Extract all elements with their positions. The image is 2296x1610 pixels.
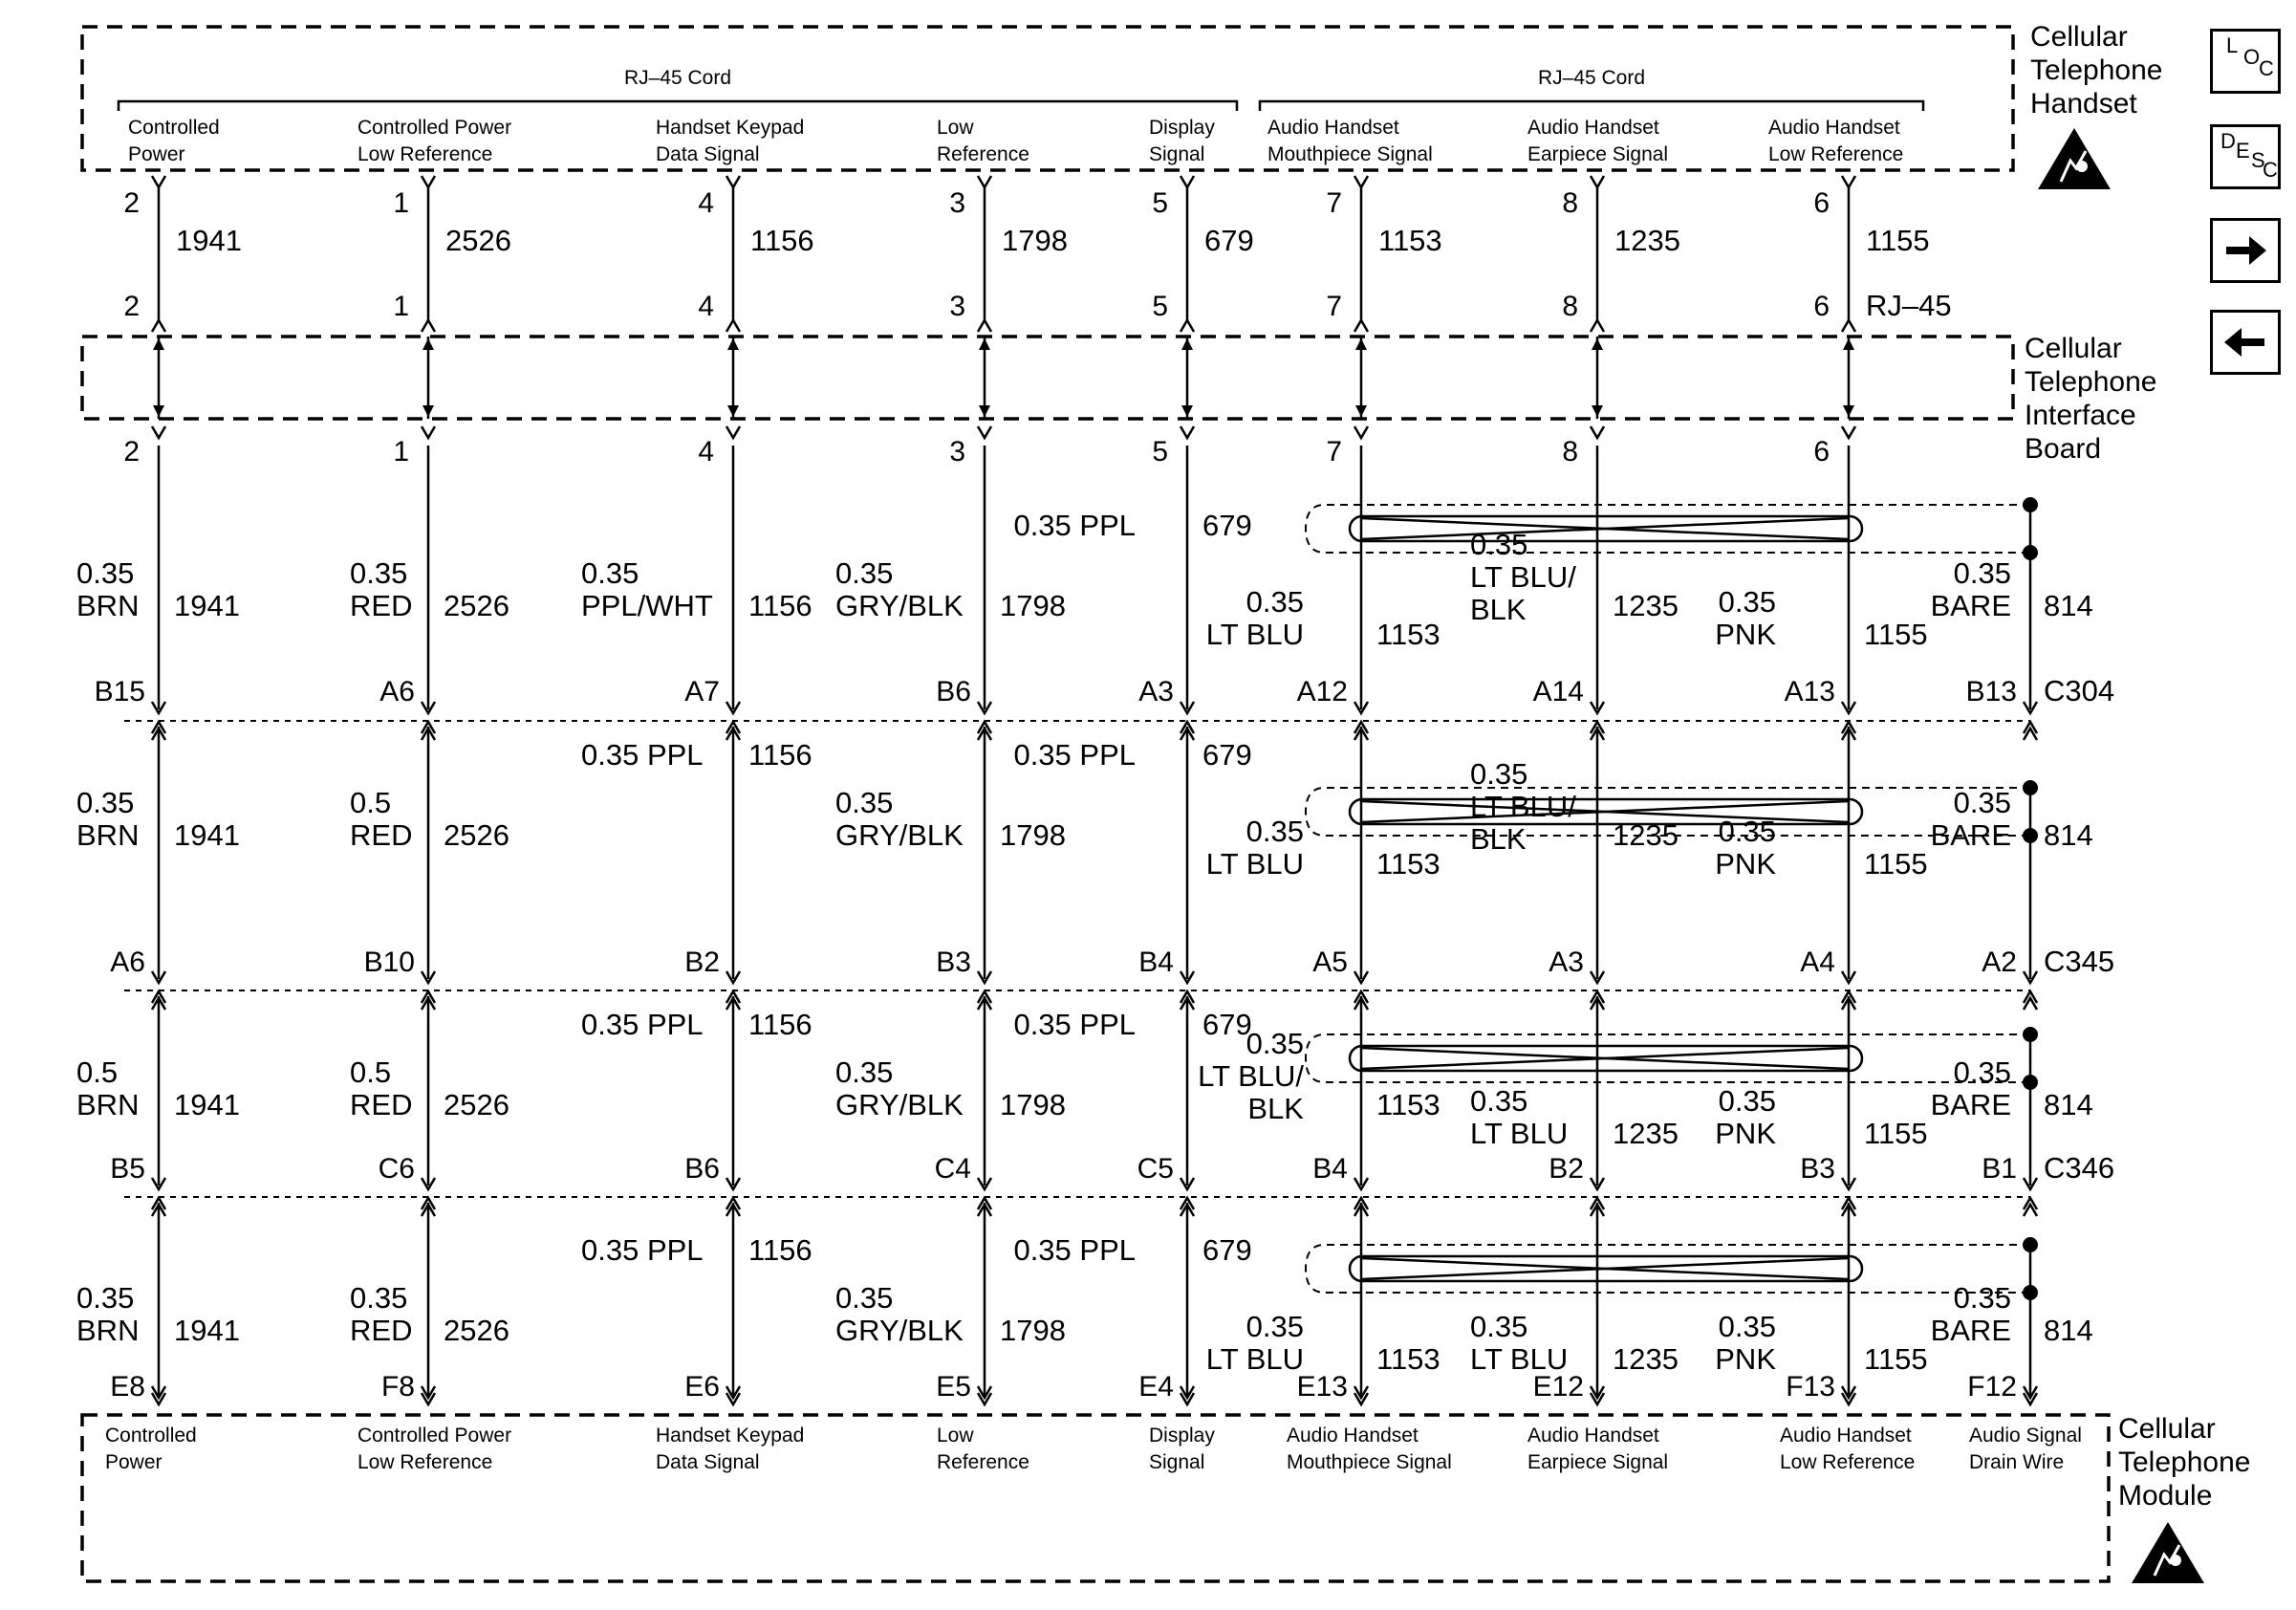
- wire-color-label: LT BLU/: [1470, 790, 1576, 823]
- wire-color-label: 0.35: [76, 1281, 135, 1315]
- terminal-id: B3: [1800, 1153, 1835, 1185]
- terminal-tip: [1842, 320, 1855, 332]
- module-terminal-desc: Audio Handset: [1780, 1425, 1912, 1447]
- wire-color-label: 0.35: [1953, 556, 2011, 590]
- wire-color-label: LT BLU/: [1198, 1059, 1304, 1093]
- circuit-number: 1798: [1000, 1088, 1066, 1121]
- loc-letter: C: [2259, 56, 2274, 80]
- wire-color-label: PNK: [1715, 1342, 1776, 1376]
- terminal-tip: [1591, 320, 1604, 332]
- through-arrow-down: [422, 405, 434, 417]
- terminal-tip: [1842, 176, 1855, 187]
- terminal-id: B4: [1312, 1153, 1348, 1185]
- terminal-id: B10: [363, 946, 415, 978]
- terminal-id: E8: [110, 1371, 145, 1403]
- shield-outline: [1306, 1034, 2030, 1082]
- arrow-right-icon: [2226, 236, 2266, 265]
- terminal-id: A5: [1312, 946, 1348, 978]
- through-arrow-up: [1592, 338, 1603, 350]
- handset-terminal-desc: Low Reference: [1768, 143, 1904, 165]
- through-arrow-up: [153, 338, 164, 350]
- circuit-number: 1153: [1376, 618, 1440, 651]
- circuit-number: 1155: [1864, 847, 1928, 881]
- circuit-number: 2526: [444, 589, 509, 622]
- connector-id: C345: [2044, 945, 2115, 978]
- terminal-id: B5: [110, 1153, 145, 1185]
- circuit-number: 1235: [1613, 1342, 1679, 1376]
- wire-color-label: 0.35 PPL: [581, 1008, 704, 1041]
- module-terminal-desc: Reference: [937, 1451, 1029, 1473]
- pin-number: 3: [949, 436, 965, 468]
- wire-color-label: 0.35: [350, 1281, 408, 1315]
- interface-board-title: Interface: [2025, 400, 2136, 431]
- pin-number: 3: [949, 291, 965, 322]
- terminal-id: C5: [1137, 1153, 1174, 1185]
- handset-terminal-desc: Controlled Power: [357, 117, 512, 139]
- wire-color-label: RED: [350, 589, 413, 622]
- wire-color-label: 0.35: [350, 556, 408, 590]
- terminal-id: B6: [684, 1153, 720, 1185]
- desc-button[interactable]: [2210, 124, 2281, 189]
- through-arrow-up: [979, 338, 990, 350]
- through-arrow-down: [1181, 405, 1193, 417]
- terminal-tip: [1842, 426, 1855, 438]
- circuit-number: 1798: [1002, 224, 1068, 257]
- module-terminal-desc: Handset Keypad: [656, 1425, 805, 1447]
- module-terminal-desc: Display: [1149, 1425, 1215, 1447]
- circuit-number: 1798: [1000, 1314, 1066, 1347]
- module-terminal-desc: Audio Signal: [1969, 1425, 2082, 1447]
- wire-color-label: PNK: [1715, 847, 1776, 881]
- handset-terminal-desc: Display: [1149, 117, 1215, 139]
- handset-title: Handset: [2030, 88, 2137, 120]
- wire-color-label: BARE: [1930, 818, 2011, 852]
- terminal-tip: [1354, 176, 1368, 187]
- circuit-number: 1155: [1864, 1342, 1928, 1376]
- module-terminal-desc: Controlled: [105, 1425, 197, 1447]
- terminal-id: B13: [1965, 676, 2017, 707]
- wire-color-label: 0.35 PPL: [581, 738, 704, 772]
- wire-color-label: 0.35: [76, 786, 135, 819]
- shield-splice-dot: [2023, 1237, 2038, 1252]
- circuit-number: 1153: [1376, 1342, 1440, 1376]
- terminal-tip: [422, 176, 435, 187]
- wire-color-label: 0.5: [350, 1055, 392, 1089]
- terminal-tip: [152, 176, 165, 187]
- pin-number: 5: [1152, 187, 1168, 219]
- terminal-id: C4: [934, 1153, 971, 1185]
- shield-outline: [1306, 505, 2030, 553]
- wire-color-label: GRY/BLK: [835, 589, 964, 622]
- terminal-id: F12: [1967, 1371, 2017, 1403]
- pin-number: 6: [1813, 291, 1830, 322]
- shield-splice-dot: [2023, 1027, 2038, 1042]
- wire-color-label: 0.35: [835, 1055, 894, 1089]
- circuit-number: 1156: [748, 738, 812, 772]
- circuit-number: 814: [2044, 818, 2093, 852]
- wire-color-label: LT BLU: [1205, 618, 1304, 651]
- terminal-id: B15: [94, 676, 145, 707]
- handset-terminal-desc: Handset Keypad: [656, 117, 805, 139]
- terminal-id: B6: [936, 676, 971, 707]
- handset-title: Cellular: [2030, 21, 2128, 53]
- interface-board-box: [82, 337, 2013, 419]
- wire-color-label: PPL/WHT: [581, 589, 713, 622]
- shield-splice-dot: [2023, 497, 2038, 512]
- terminal-id: A14: [1532, 676, 1584, 707]
- pin-number: 7: [1326, 436, 1342, 468]
- rj45-cord-label: RJ–45 Cord: [1537, 67, 1646, 89]
- circuit-number: 1941: [174, 818, 240, 852]
- wire-color-label: RED: [350, 818, 413, 852]
- terminal-id: A7: [684, 676, 720, 707]
- terminal-tip: [726, 320, 740, 332]
- wire-color-label: 0.35 PPL: [1013, 738, 1136, 772]
- terminal-tip: [152, 426, 165, 438]
- connector-id: C346: [2044, 1151, 2115, 1185]
- terminal-tip: [978, 426, 991, 438]
- esd-warning-icon: [2038, 128, 2111, 189]
- shield-splice-dot: [2023, 545, 2038, 560]
- handset-terminal-desc: Low Reference: [357, 143, 493, 165]
- through-arrow-up: [1355, 338, 1367, 350]
- circuit-number: 679: [1202, 1008, 1252, 1041]
- wire-color-label: 0.35 PPL: [1013, 509, 1136, 542]
- loc-button[interactable]: [2210, 29, 2281, 94]
- twisted-pair-cross: [1361, 1258, 1849, 1279]
- circuit-number: 814: [2044, 589, 2093, 622]
- handset-terminal-desc: Audio Handset: [1768, 117, 1900, 139]
- pin-number: 4: [698, 436, 714, 468]
- desc-letter: E: [2236, 139, 2250, 163]
- circuit-number: 1153: [1376, 1088, 1440, 1121]
- desc-letter: C: [2263, 158, 2278, 182]
- handset-terminal-desc: Controlled: [128, 117, 220, 139]
- wire-color-label: 0.35: [1718, 815, 1776, 848]
- terminal-tip: [1180, 176, 1194, 187]
- wire-color-label: GRY/BLK: [835, 1088, 964, 1121]
- wire-color-label: 0.35: [1245, 585, 1304, 619]
- module-terminal-desc: Signal: [1149, 1451, 1205, 1473]
- interface-board-title: Cellular: [2025, 333, 2122, 364]
- terminal-id: A4: [1800, 946, 1835, 978]
- pin-number: 7: [1326, 187, 1342, 219]
- terminal-tip: [1354, 426, 1368, 438]
- arrow-left-icon: [2224, 328, 2264, 357]
- terminal-id: A2: [1982, 946, 2017, 978]
- wire-color-label: BARE: [1930, 1314, 2011, 1347]
- circuit-number: 1156: [748, 1233, 812, 1267]
- circuit-number: 679: [1202, 738, 1252, 772]
- wire-color-label: 0.35: [835, 1281, 894, 1315]
- wire-color-label: BRN: [76, 1314, 140, 1347]
- through-arrow-up: [422, 338, 434, 350]
- circuit-number: 814: [2044, 1088, 2093, 1121]
- module-title: Cellular: [2118, 1413, 2216, 1445]
- circuit-number: 1235: [1613, 589, 1679, 622]
- wire-color-label: 0.5: [350, 786, 392, 819]
- wire-color-label: 0.35: [1953, 786, 2011, 819]
- wire-color-label: 0.35: [1470, 757, 1528, 791]
- circuit-number: 679: [1202, 509, 1252, 542]
- module-terminal-desc: Audio Handset: [1527, 1425, 1659, 1447]
- pin-number: 8: [1562, 291, 1578, 322]
- through-arrow-down: [1843, 405, 1854, 417]
- handset-terminal-desc: Power: [128, 143, 185, 165]
- interface-board-title: Telephone: [2025, 366, 2157, 398]
- circuit-number: 679: [1202, 1233, 1252, 1267]
- previous-page-button[interactable]: [2210, 310, 2281, 375]
- pin-number: 3: [949, 187, 965, 219]
- circuit-number: 1155: [1864, 1117, 1928, 1150]
- circuit-number: 1153: [1376, 847, 1440, 881]
- handset-title: Telephone: [2030, 54, 2163, 86]
- circuit-number: 2526: [444, 1314, 509, 1347]
- rj45-cord-bracket: [1260, 101, 1923, 111]
- circuit-number: 1155: [1866, 224, 1930, 257]
- pin-number: 4: [698, 187, 714, 219]
- wire-color-label: 0.35: [1953, 1055, 2011, 1089]
- wire-color-label: 0.35: [76, 556, 135, 590]
- wire-color-label: BLK: [1470, 593, 1527, 626]
- wire-color-label: LT BLU/: [1470, 560, 1576, 594]
- handset-terminal-desc: Data Signal: [656, 143, 760, 165]
- terminal-tip: [1180, 320, 1194, 332]
- rj45-cord-label: RJ–45 Cord: [623, 67, 732, 89]
- through-arrow-up: [1181, 338, 1193, 350]
- terminal-tip: [978, 320, 991, 332]
- module-title: Telephone: [2118, 1447, 2251, 1478]
- next-page-button[interactable]: [2210, 218, 2281, 283]
- wire-color-label: 0.35: [1953, 1281, 2011, 1315]
- circuit-number: 1153: [1378, 224, 1442, 257]
- wire-color-label: LT BLU: [1470, 1117, 1569, 1150]
- terminal-id: A6: [110, 946, 145, 978]
- through-arrow-down: [1592, 405, 1603, 417]
- terminal-id: A12: [1296, 676, 1348, 707]
- handset-terminal-desc: Low: [937, 117, 974, 139]
- terminal-tip: [1354, 320, 1368, 332]
- shield-splice-dot: [2023, 1285, 2038, 1300]
- terminal-id: A3: [1138, 676, 1174, 707]
- handset-terminal-desc: Signal: [1149, 143, 1205, 165]
- rj45-cord-bracket: [119, 101, 1237, 111]
- wire-color-label: RED: [350, 1314, 413, 1347]
- pin-number: 8: [1562, 436, 1578, 468]
- desc-letter: S: [2251, 148, 2265, 172]
- circuit-number: 1156: [748, 1008, 812, 1041]
- wire-color-label: BARE: [1930, 1088, 2011, 1121]
- terminal-id: A3: [1549, 946, 1584, 978]
- circuit-number: 1235: [1614, 224, 1680, 257]
- terminal-tip: [152, 320, 165, 332]
- wire-color-label: 0.35: [1470, 1084, 1528, 1118]
- wire-color-label: 0.35: [835, 556, 894, 590]
- module-terminal-desc: Low: [937, 1425, 974, 1447]
- terminal-tip: [1591, 426, 1604, 438]
- wire-color-label: 0.35 PPL: [581, 1233, 704, 1267]
- rj45-connector-label: RJ–45: [1866, 289, 1952, 322]
- handset-terminal-desc: Reference: [937, 143, 1029, 165]
- through-arrow-down: [727, 405, 739, 417]
- wire-color-label: 0.35: [1718, 585, 1776, 619]
- circuit-number: 1235: [1613, 1117, 1679, 1150]
- circuit-number: 1155: [1864, 618, 1928, 651]
- terminal-tip: [422, 426, 435, 438]
- wire-color-label: 0.35: [1470, 1310, 1528, 1343]
- pin-number: 1: [393, 291, 409, 322]
- terminal-id: E12: [1532, 1371, 1584, 1403]
- through-arrow-up: [1843, 338, 1854, 350]
- wire-color-label: PNK: [1715, 1117, 1776, 1150]
- terminal-id: F8: [380, 1371, 415, 1403]
- circuit-number: 1798: [1000, 589, 1066, 622]
- wire-color-label: LT BLU: [1205, 1342, 1304, 1376]
- connector-id: C304: [2044, 674, 2115, 707]
- module-title: Module: [2118, 1480, 2213, 1512]
- module-terminal-desc: Low Reference: [1780, 1451, 1916, 1473]
- pin-number: 6: [1813, 436, 1830, 468]
- desc-letter: D: [2220, 129, 2236, 153]
- module-terminal-desc: Power: [105, 1451, 162, 1473]
- interface-board-title: Board: [2025, 433, 2102, 465]
- circuit-number: 2526: [444, 1088, 509, 1121]
- circuit-number: 1941: [174, 1088, 240, 1121]
- handset-terminal-desc: Mouthpiece Signal: [1267, 143, 1433, 165]
- pin-number: 2: [123, 291, 140, 322]
- terminal-id: B4: [1138, 946, 1174, 978]
- circuit-number: 1941: [174, 1314, 240, 1347]
- terminal-id: E5: [936, 1371, 971, 1403]
- terminal-id: B2: [1549, 1153, 1584, 1185]
- esd-warning-icon: [2132, 1522, 2204, 1583]
- module-terminal-desc: Low Reference: [357, 1451, 493, 1473]
- twisted-pair-cross: [1361, 1048, 1849, 1069]
- pin-number: 2: [123, 436, 140, 468]
- wire-color-label: GRY/BLK: [835, 1314, 964, 1347]
- handset-terminal-desc: Audio Handset: [1527, 117, 1659, 139]
- pin-number: 5: [1152, 436, 1168, 468]
- circuit-number: 1941: [174, 589, 240, 622]
- wire-color-label: 0.35 PPL: [1013, 1233, 1136, 1267]
- wire-color-label: 0.35: [1470, 528, 1528, 561]
- module-terminal-desc: Earpiece Signal: [1527, 1451, 1669, 1473]
- terminal-tip: [978, 176, 991, 187]
- through-arrow-down: [979, 405, 990, 417]
- module-terminal-desc: Data Signal: [656, 1451, 760, 1473]
- module-terminal-desc: Mouthpiece Signal: [1287, 1451, 1452, 1473]
- wire-color-label: 0.35: [835, 786, 894, 819]
- terminal-id: A13: [1784, 676, 1835, 707]
- circuit-number: 1235: [1613, 818, 1679, 852]
- pin-number: 1: [393, 187, 409, 219]
- wire-color-label: 0.35: [1245, 1310, 1304, 1343]
- circuit-number: 2526: [444, 818, 509, 852]
- wire-color-label: 0.35: [1245, 815, 1304, 848]
- terminal-tip: [1591, 176, 1604, 187]
- shield-outline: [1306, 1245, 2030, 1293]
- circuit-number: 1156: [750, 224, 814, 257]
- pin-number: 7: [1326, 291, 1342, 322]
- through-arrow-up: [727, 338, 739, 350]
- wire-color-label: 0.35: [1718, 1084, 1776, 1118]
- wire-color-label: 0.5: [76, 1055, 119, 1089]
- wire-color-label: RED: [350, 1088, 413, 1121]
- loc-letter: O: [2243, 45, 2261, 69]
- through-arrow-down: [1355, 405, 1367, 417]
- wire-color-label: PNK: [1715, 618, 1776, 651]
- terminal-id: B3: [936, 946, 971, 978]
- shield-splice-dot: [2023, 1075, 2038, 1090]
- circuit-number: 1941: [176, 224, 242, 257]
- wire-color-label: BRN: [76, 589, 140, 622]
- wire-color-label: GRY/BLK: [835, 818, 964, 852]
- terminal-tip: [726, 426, 740, 438]
- shield-splice-dot: [2023, 780, 2038, 795]
- pin-number: 1: [393, 436, 409, 468]
- wire-color-label: BRN: [76, 1088, 140, 1121]
- terminal-id: A6: [379, 676, 415, 707]
- circuit-number: 1798: [1000, 818, 1066, 852]
- terminal-tip: [1180, 426, 1194, 438]
- terminal-id: E6: [684, 1371, 720, 1403]
- terminal-id: F13: [1786, 1371, 1835, 1403]
- handset-terminal-desc: Earpiece Signal: [1527, 143, 1669, 165]
- circuit-number: 814: [2044, 1314, 2093, 1347]
- terminal-id: B1: [1982, 1153, 2017, 1185]
- wire-color-label: BLK: [1470, 822, 1527, 856]
- circuit-number: 679: [1204, 224, 1254, 257]
- terminal-tip: [726, 176, 740, 187]
- terminal-id: E4: [1138, 1371, 1174, 1403]
- circuit-number: 1156: [748, 589, 812, 622]
- terminal-tip: [422, 320, 435, 332]
- through-arrow-down: [153, 405, 164, 417]
- wire-color-label: BARE: [1930, 589, 2011, 622]
- terminal-id: E13: [1296, 1371, 1348, 1403]
- module-terminal-desc: Drain Wire: [1969, 1451, 2065, 1473]
- pin-number: 2: [123, 187, 140, 219]
- module-terminal-desc: Audio Handset: [1287, 1425, 1419, 1447]
- wire-color-label: 0.35: [1718, 1310, 1776, 1343]
- wire-color-label: BLK: [1247, 1092, 1304, 1125]
- wire-color-label: 0.35: [1245, 1027, 1304, 1060]
- wire-color-label: LT BLU: [1470, 1342, 1569, 1376]
- wire-color-label: 0.35: [581, 556, 639, 590]
- wire-color-label: LT BLU: [1205, 847, 1304, 881]
- pin-number: 8: [1562, 187, 1578, 219]
- wire-color-label: BRN: [76, 818, 140, 852]
- handset-terminal-desc: Audio Handset: [1267, 117, 1399, 139]
- twisted-pair-cross: [1361, 518, 1849, 539]
- pin-number: 6: [1813, 187, 1830, 219]
- shield-splice-dot: [2023, 828, 2038, 843]
- wire-color-label: 0.35 PPL: [1013, 1008, 1136, 1041]
- circuit-number: 2526: [445, 224, 511, 257]
- terminal-id: B2: [684, 946, 720, 978]
- pin-number: 4: [698, 291, 714, 322]
- terminal-id: C6: [378, 1153, 415, 1185]
- loc-letter: L: [2226, 33, 2239, 57]
- pin-number: 5: [1152, 291, 1168, 322]
- module-terminal-desc: Controlled Power: [357, 1425, 512, 1447]
